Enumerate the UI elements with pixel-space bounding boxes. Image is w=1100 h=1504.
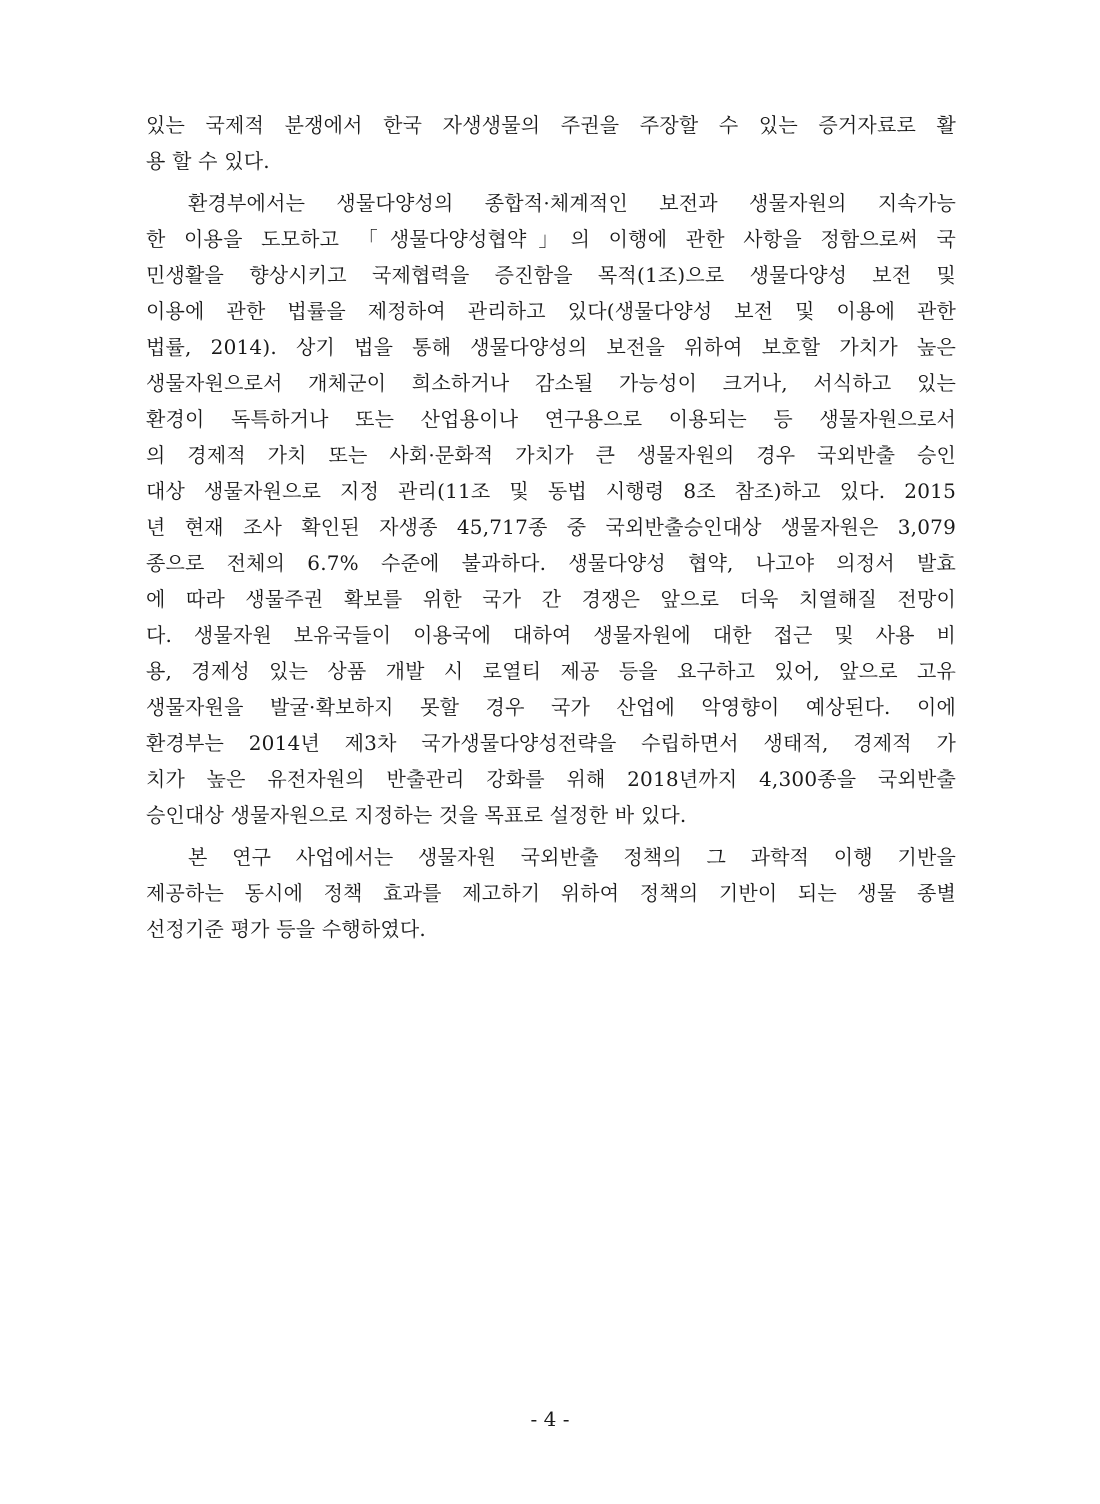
text-line: 생물자원으로서 개체군이 희소하거나 감소될 가능성이 크거나, 서식하고 있는 (146, 371, 956, 395)
text-line: 용 할 수 있다. (146, 149, 270, 173)
text-line: 민생활을 향상시키고 국제협력을 증진함을 목적(1조)으로 생물다양성 보전 및 (146, 263, 956, 287)
text-line: 환경부에서는 생물다양성의 종합적·체계적인 보전과 생물자원의 지속가능 (188, 191, 956, 215)
text-line: 생물자원을 발굴·확보하지 못할 경우 국가 산업에 악영향이 예상된다. 이에 (146, 695, 956, 719)
body-text (146, 107, 956, 947)
text-line: 환경부는 2014년 제3차 국가생물다양성전략을 수립하면서 생태적, 경제적 가 (146, 731, 956, 755)
text-line: 한 이용을 도모하고 「생물다양성협약」의 이행에 관한 사항을 정함으로써 국 (146, 227, 956, 251)
paragraph-2 (146, 185, 956, 833)
text-line: 의 경제적 가치 또는 사회·문화적 가치가 큰 생물자원의 경우 국외반출 승인 (146, 443, 956, 467)
page-number: - 4 - (530, 1407, 570, 1431)
text-line: 있는 국제적 분쟁에서 한국 자생생물의 주권을 주장할 수 있는 증거자료로 활 (146, 113, 956, 137)
text-line: 제공하는 동시에 정책 효과를 제고하기 위하여 정책의 기반이 되는 생물 종별 (146, 881, 956, 905)
text-line: 용, 경제성 있는 상품 개발 시 로열티 제공 등을 요구하고 있어, 앞으로 고유 (146, 659, 956, 683)
text-line: 본 연구 사업에서는 생물자원 국외반출 정책의 그 과학적 이행 기반을 (188, 845, 956, 869)
text-line: 치가 높은 유전자원의 반출관리 강화를 위해 2018년까지 4,300종을 국외반출 (146, 767, 956, 791)
paragraph-1 (146, 107, 956, 179)
text-line: 환경이 독특하거나 또는 산업용이나 연구용으로 이용되는 등 생물자원으로서 (146, 407, 956, 431)
paragraph-3 (146, 839, 956, 947)
text-line: 에 따라 생물주권 확보를 위한 국가 간 경쟁은 앞으로 더욱 치열해질 전망이 (146, 587, 956, 611)
text-line: 이용에 관한 법률을 제정하여 관리하고 있다(생물다양성 보전 및 이용에 관한 (146, 299, 956, 323)
text-line: 년 현재 조사 확인된 자생종 45,717종 중 국외반출승인대상 생물자원은 3,079 (146, 515, 956, 539)
text-line: 승인대상 생물자원으로 지정하는 것을 목표로 설정한 바 있다. (146, 803, 687, 827)
text-line: 종으로 전체의 6.7% 수준에 불과하다. 생물다양성 협약, 나고야 의정서 발효 (146, 551, 956, 575)
text-line: 다. 생물자원 보유국들이 이용국에 대하여 생물자원에 대한 접근 및 사용 비 (146, 623, 956, 647)
text-line: 대상 생물자원으로 지정 관리(11조 및 동법 시행령 8조 참조)하고 있다. 2015 (146, 479, 956, 503)
text-line: 선정기준 평가 등을 수행하였다. (146, 917, 426, 941)
text-line: 법률, 2014). 상기 법을 통해 생물다양성의 보전을 위하여 보호할 가치가 높은 (146, 335, 956, 359)
